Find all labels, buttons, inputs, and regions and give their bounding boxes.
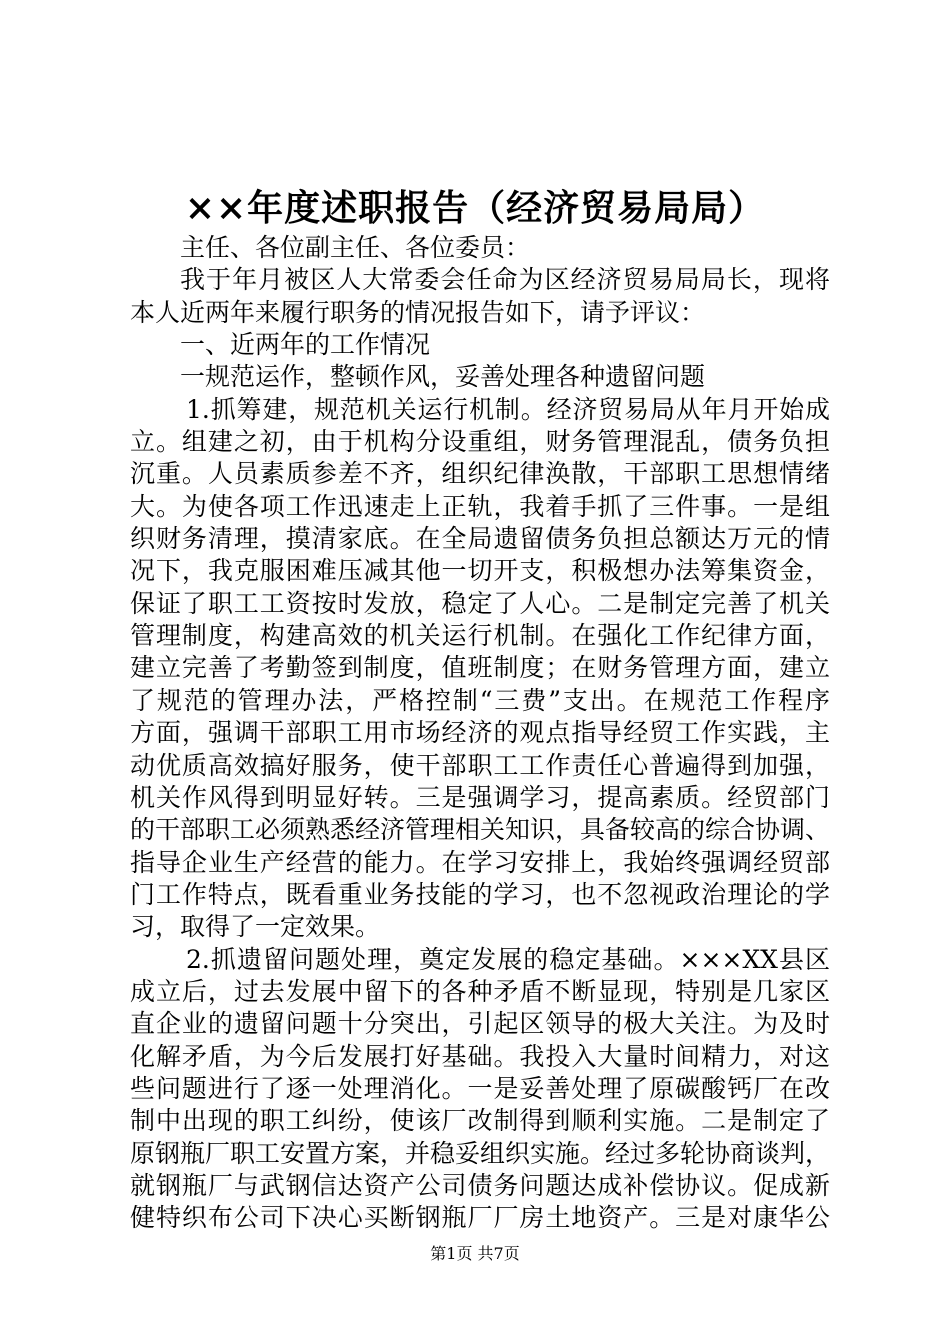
paragraph-line: 管理制度，构建高效的机关运行机制。在强化工作纪律方面， (130, 621, 830, 651)
paragraph-line: 机关作风得到明显好转。三是强调学习，提高素质。经贸部门 (130, 782, 830, 812)
paragraph-line: 习，取得了一定效果。 (130, 912, 381, 942)
paragraph-line: 直企业的遗留问题十分突出，引起区领导的极大关注。为及时 (130, 1009, 830, 1039)
salutation: 主任、各位副主任、各位委员： (180, 233, 531, 262)
section-heading: 一、近两年的工作情况 (180, 330, 431, 360)
paragraph-line: 沉重。人员素质参差不齐，组织纪律涣散，干部职工思想情绪 (130, 459, 830, 489)
paragraph-line: 了规范的管理办法，严格控制“三费”支出。在规范工作程序 (130, 685, 830, 715)
paragraph-line: 2.抓遗留问题处理，奠定发展的稳定基础。×××XX县区 (186, 944, 830, 974)
subsection-heading: 一规范运作，整顿作风，妥善处理各种遗留问题 (180, 362, 706, 392)
paragraph-line: 健特织布公司下决心买断钢瓶厂厂房土地资产。三是对康华公 (130, 1203, 830, 1233)
paragraph-line: 制中出现的职工纠纷，使该厂改制得到顺利实施。二是制定了 (130, 1106, 830, 1136)
paragraph-line: 织财务清理，摸清家底。在全局遗留债务负担总额达万元的情 (130, 524, 830, 554)
paragraph-line: 立。组建之初，由于机构分设重组，财务管理混乱，债务负担 (130, 427, 830, 457)
document-title: ××年度述职报告（经济贸易局局） (184, 187, 766, 229)
document-body (130, 232, 830, 1235)
paragraph-line: 就钢瓶厂与武钢信达资产公司债务问题达成补偿协议。促成新 (130, 1170, 830, 1200)
paragraph-line: 指导企业生产经营的能力。在学习安排上，我始终强调经贸部 (130, 847, 830, 877)
page-footer: 第1页 共7页 (430, 1244, 520, 1263)
paragraph-line: 原钢瓶厂职工安置方案，并稳妥组织实施。经过多轮协商谈判， (130, 1138, 830, 1168)
paragraph-line: 建立完善了考勤签到制度，值班制度；在财务管理方面，建立 (130, 653, 830, 683)
paragraph-line: 些问题进行了逐一处理消化。一是妥善处理了原碳酸钙厂在改 (130, 1073, 830, 1103)
paragraph-line: 方面，强调干部职工用市场经济的观点指导经贸工作实践，主 (130, 718, 830, 748)
paragraph-line: 1.抓筹建，规范机关运行机制。经济贸易局从年月开始成 (186, 394, 830, 424)
intro-line: 我于年月被区人大常委会任命为区经济贸易局局长，现将 (180, 265, 830, 295)
paragraph-line: 成立后，过去发展中留下的各种矛盾不断显现，特别是几家区 (130, 976, 830, 1006)
paragraph-line: 化解矛盾，为今后发展打好基础。我投入大量时间精力，对这 (130, 1041, 830, 1071)
paragraph-line: 保证了职工工资按时发放，稳定了人心。二是制定完善了机关 (130, 588, 830, 618)
intro-line: 本人近两年来履行职务的情况报告如下，请予评议： (130, 297, 706, 327)
paragraph-line: 动优质高效搞好服务，使干部职工工作责任心普遍得到加强， (130, 750, 830, 780)
paragraph-line: 大。为使各项工作迅速走上正轨，我着手抓了三件事。一是组 (130, 491, 830, 521)
paragraph-line: 门工作特点，既看重业务技能的学习，也不忽视政治理论的学 (130, 879, 830, 909)
paragraph-line: 的干部职工必须熟悉经济管理相关知识，具备较高的综合协调、 (130, 815, 830, 845)
paragraph-line: 况下，我克服困难压减其他一切开支，积极想办法筹集资金， (130, 556, 830, 586)
